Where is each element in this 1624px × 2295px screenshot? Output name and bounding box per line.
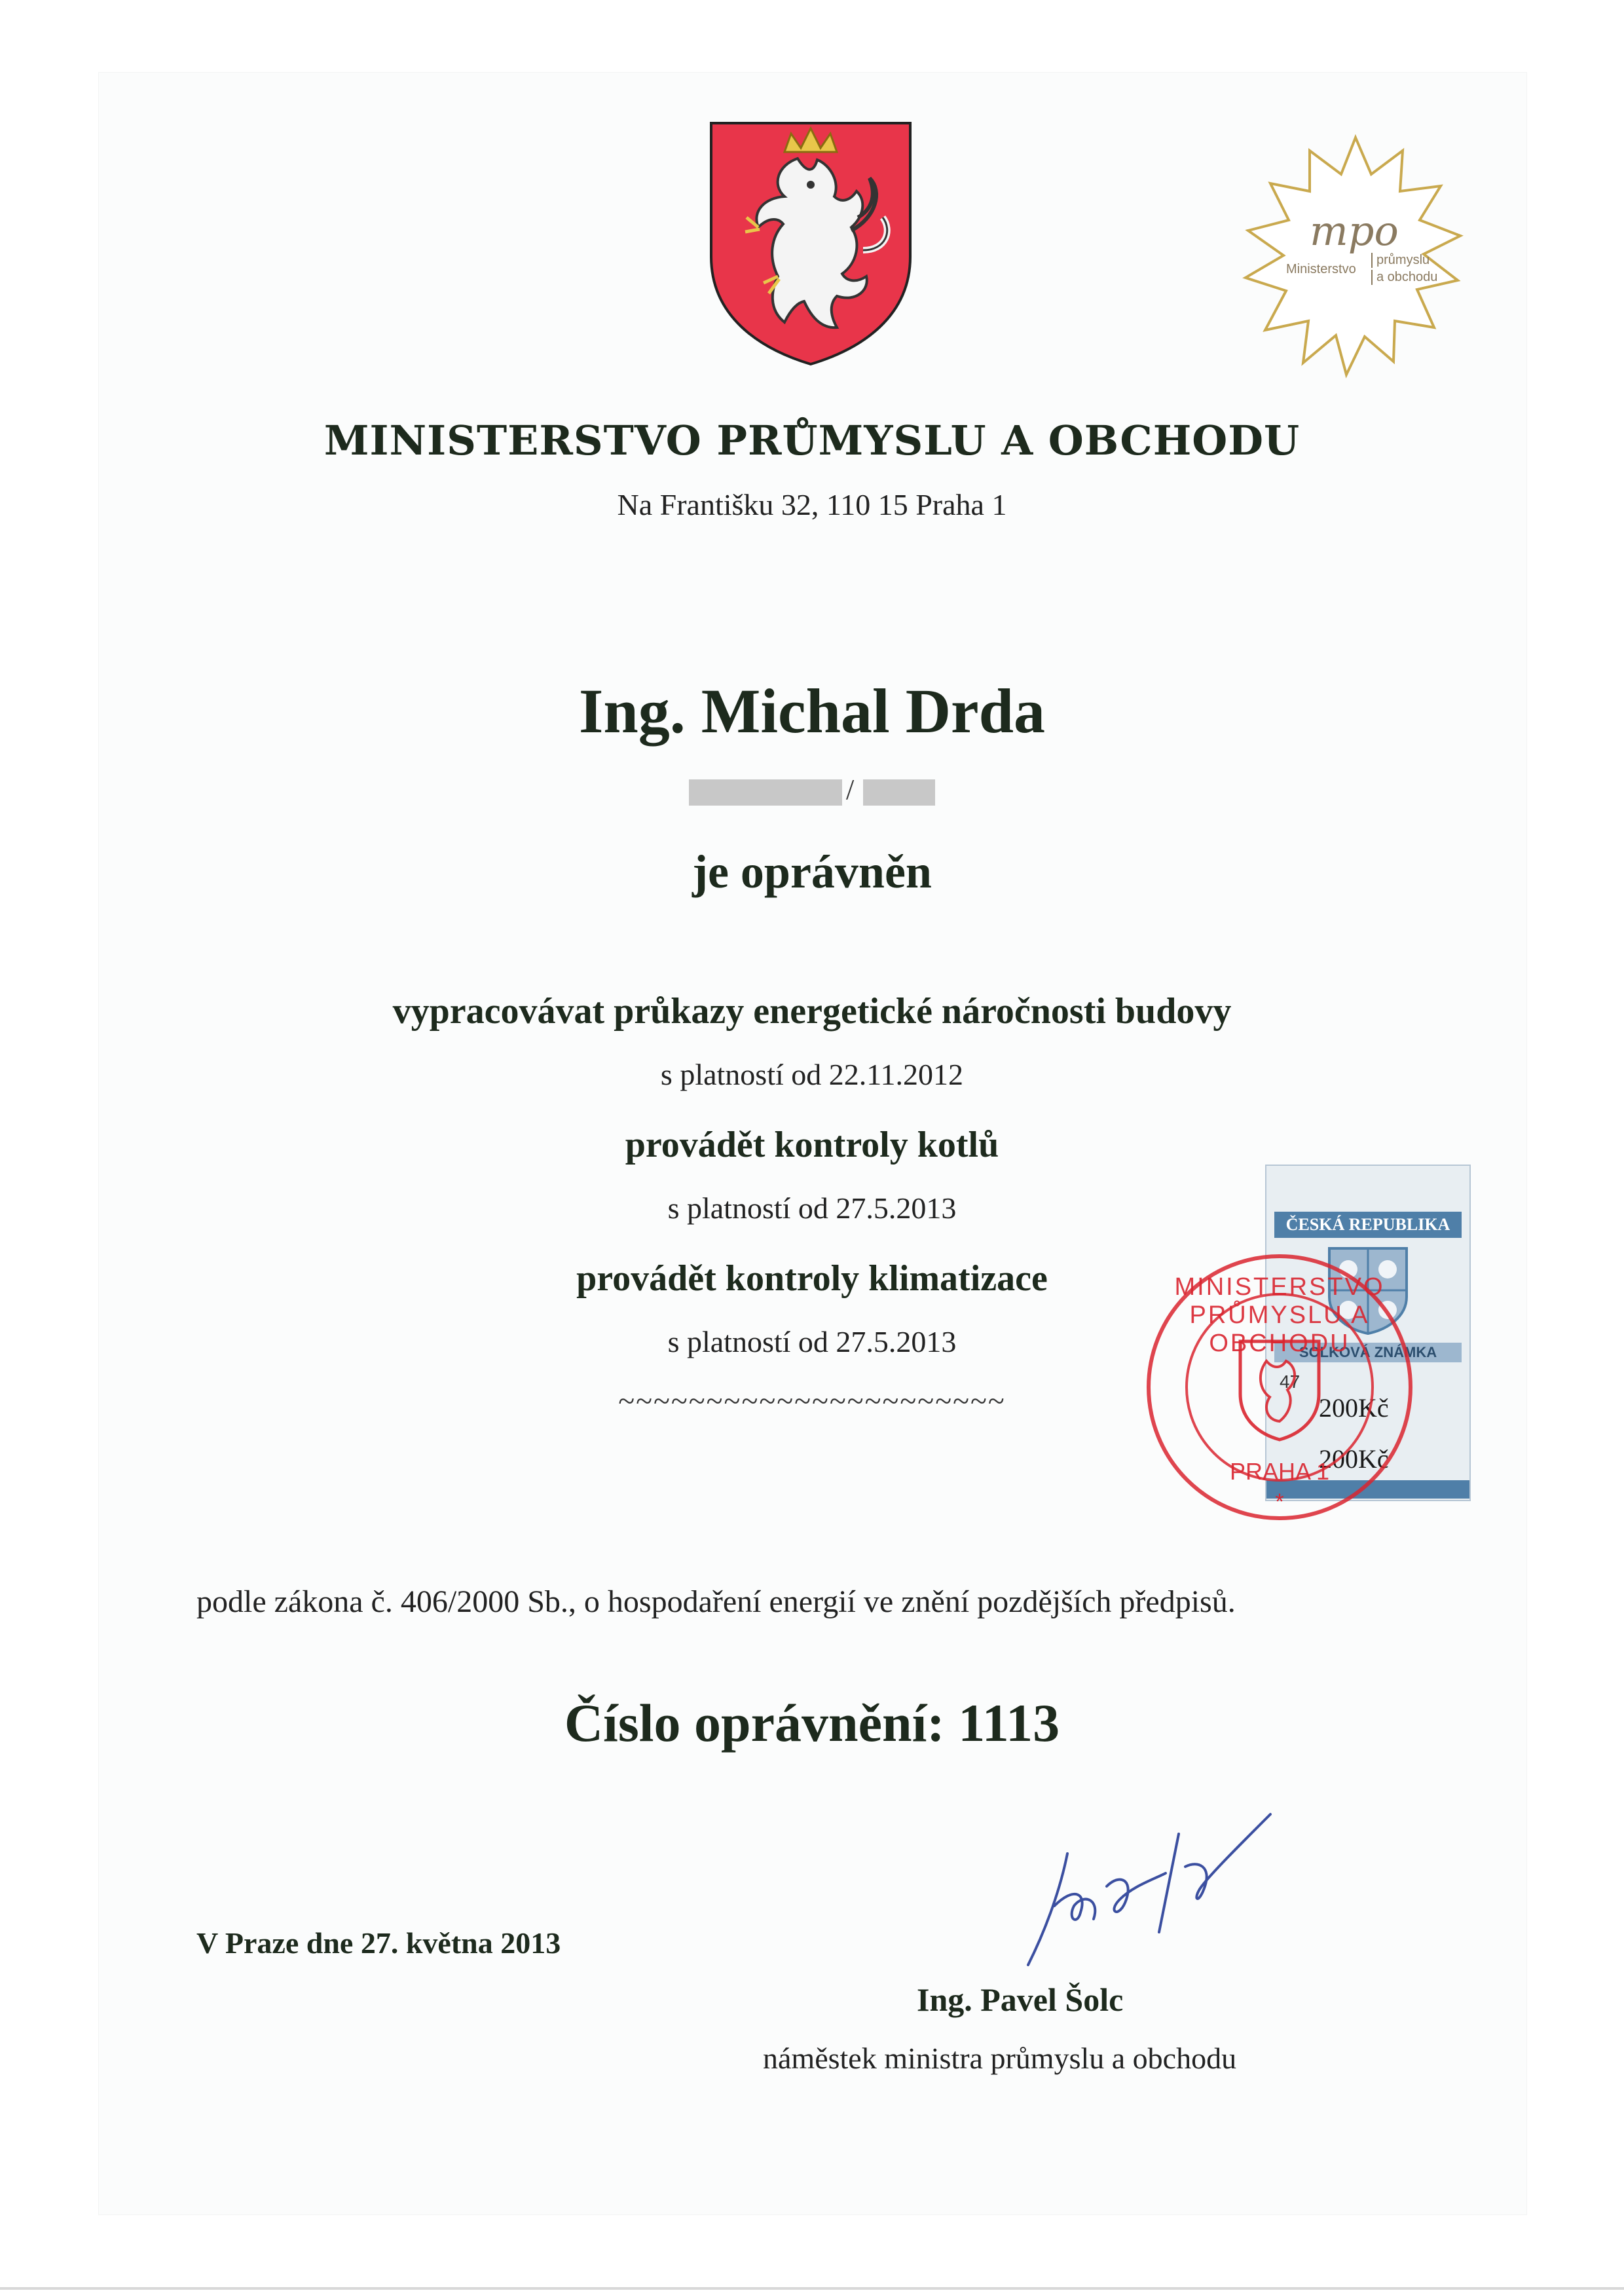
seal-text: MINISTERSTVO PRŮMYSLU A OBCHODU <box>1174 1273 1385 1357</box>
stamp-serial: 47 <box>1280 1371 1301 1392</box>
round-seal <box>1142 1250 1417 1525</box>
permission-activity: provádět kontroly kotlů <box>625 1125 999 1165</box>
id-separator: / <box>846 774 855 806</box>
coat-of-arms-icon <box>706 119 915 368</box>
law-reference: podle zákona č. 406/2000 Sb., o hospodaření energií ve znění pozdějších předpisů. <box>196 1584 1236 1619</box>
ministry-address: Na Františku 32, 110 15 Praha 1 <box>617 488 1007 521</box>
signatory-title: náměstek ministra průmyslu a obchodu <box>763 2042 1237 2075</box>
permission-activity: vypracovávat průkazy energetické náročnosti budovy <box>392 991 1232 1032</box>
seal-city: PRAHA 1 <box>1229 1458 1330 1485</box>
ministry-name: MINISTERSTVO PRŮMYSLU A OBCHODU <box>323 417 1301 464</box>
mpo-line3: a obchodu <box>1371 270 1442 285</box>
stamp-denomination: 200Kč <box>1319 1393 1389 1423</box>
mpo-logo-stamp <box>1231 131 1480 386</box>
stamp-country: ČESKÁ REPUBLIKA <box>1274 1212 1462 1238</box>
permission-validity: s platností od 27.5.2013 <box>667 1325 957 1358</box>
signatory-name: Ing. Pavel Šolc <box>917 1981 1124 2018</box>
redacted-birth-number-part1 <box>689 779 842 806</box>
mpo-line1: Ministerstvo <box>1286 262 1356 276</box>
holder-name: Ing. Michal Drda <box>578 676 1046 746</box>
stamp-denomination: 200Kč <box>1319 1444 1389 1474</box>
entitled-heading: je oprávněn <box>692 846 932 898</box>
handwritten-signature <box>1022 1808 1283 1978</box>
scan-edge-line <box>0 2287 1624 2290</box>
mpo-brand: mpo <box>1310 207 1399 255</box>
separator-line: ~~~~~~~~~~~~~~~~~~~~~~ <box>618 1384 1006 1417</box>
place-and-date: V Praze dne 27. května 2013 <box>196 1926 561 1960</box>
permission-activity: provádět kontroly klimatizace <box>576 1258 1048 1299</box>
authorization-number: Číslo oprávnění: 1113 <box>564 1693 1060 1753</box>
svg-text:*: * <box>1275 1489 1284 1514</box>
permission-validity: s platností od 27.5.2013 <box>667 1191 957 1225</box>
stamp-type: SOLKOVÁ ZNÁMKA <box>1274 1343 1462 1362</box>
permission-validity: s platností od 22.11.2012 <box>660 1058 964 1091</box>
redacted-birth-number-part2 <box>863 779 935 806</box>
mpo-line2: průmyslu <box>1371 253 1442 268</box>
embossed-star-icon <box>1231 131 1480 386</box>
